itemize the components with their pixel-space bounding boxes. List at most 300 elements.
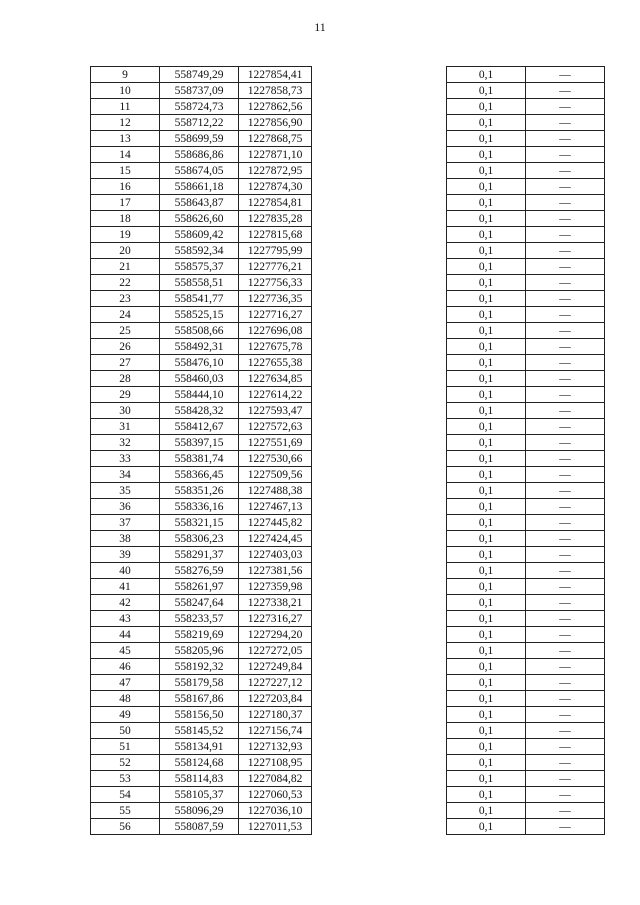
page-number: 11 xyxy=(314,20,326,34)
x-coordinate-cell: 558592,34 xyxy=(160,243,239,259)
table-row xyxy=(91,227,312,243)
table-row xyxy=(447,563,605,579)
y-coordinate-cell: 1227858,73 xyxy=(239,83,312,99)
x-coordinate-cell: 558247,64 xyxy=(160,595,239,611)
accuracy-cell: 0,1 xyxy=(447,771,526,787)
coordinates-table-body xyxy=(91,67,312,835)
accuracy-cell: 0,1 xyxy=(447,99,526,115)
x-coordinate-cell: 558261,97 xyxy=(160,579,239,595)
table-row xyxy=(447,259,605,275)
table-row xyxy=(447,787,605,803)
y-coordinate-cell: 1227180,37 xyxy=(239,707,312,723)
x-coordinate-cell: 558476,10 xyxy=(160,355,239,371)
table-row xyxy=(91,339,312,355)
accuracy-cell: 0,1 xyxy=(447,67,526,83)
accuracy-cell: 0,1 xyxy=(447,131,526,147)
point-number-cell: 11 xyxy=(91,99,160,115)
table-row xyxy=(447,435,605,451)
table-row xyxy=(91,259,312,275)
accuracy-cell: 0,1 xyxy=(447,211,526,227)
point-number-cell: 50 xyxy=(91,723,160,739)
note-cell: — xyxy=(526,675,605,691)
point-number-cell: 33 xyxy=(91,451,160,467)
point-number-cell: 51 xyxy=(91,739,160,755)
table-row xyxy=(91,659,312,675)
point-number-cell: 28 xyxy=(91,371,160,387)
accuracy-cell: 0,1 xyxy=(447,723,526,739)
point-number-cell: 40 xyxy=(91,563,160,579)
point-number-cell: 46 xyxy=(91,659,160,675)
table-row xyxy=(91,723,312,739)
y-coordinate-cell: 1227424,45 xyxy=(239,531,312,547)
accuracy-cell: 0,1 xyxy=(447,675,526,691)
table-row xyxy=(447,531,605,547)
y-coordinate-cell: 1227467,13 xyxy=(239,499,312,515)
y-coordinate-cell: 1227509,56 xyxy=(239,467,312,483)
y-coordinate-cell: 1227403,03 xyxy=(239,547,312,563)
table-row xyxy=(447,675,605,691)
x-coordinate-cell: 558105,37 xyxy=(160,787,239,803)
accuracy-cell: 0,1 xyxy=(447,179,526,195)
y-coordinate-cell: 1227696,08 xyxy=(239,323,312,339)
x-coordinate-cell: 558192,32 xyxy=(160,659,239,675)
accuracy-cell: 0,1 xyxy=(447,403,526,419)
x-coordinate-cell: 558336,16 xyxy=(160,499,239,515)
accuracy-table xyxy=(446,66,605,835)
note-cell: — xyxy=(526,451,605,467)
point-number-cell: 24 xyxy=(91,307,160,323)
point-number-cell: 43 xyxy=(91,611,160,627)
x-coordinate-cell: 558321,15 xyxy=(160,515,239,531)
accuracy-cell: 0,1 xyxy=(447,83,526,99)
accuracy-cell: 0,1 xyxy=(447,227,526,243)
table-row xyxy=(447,659,605,675)
point-number-cell: 48 xyxy=(91,691,160,707)
y-coordinate-cell: 1227862,56 xyxy=(239,99,312,115)
note-cell: — xyxy=(526,83,605,99)
table-row xyxy=(91,691,312,707)
table-row xyxy=(91,83,312,99)
table-row xyxy=(447,83,605,99)
table-row xyxy=(447,387,605,403)
table-row xyxy=(91,739,312,755)
table-row xyxy=(447,179,605,195)
table-row xyxy=(447,467,605,483)
note-cell: — xyxy=(526,131,605,147)
table-row xyxy=(447,371,605,387)
y-coordinate-cell: 1227736,35 xyxy=(239,291,312,307)
accuracy-cell: 0,1 xyxy=(447,435,526,451)
x-coordinate-cell: 558712,22 xyxy=(160,115,239,131)
note-cell: — xyxy=(526,387,605,403)
point-number-cell: 53 xyxy=(91,771,160,787)
table-row xyxy=(447,755,605,771)
table-row xyxy=(91,131,312,147)
point-number-cell: 42 xyxy=(91,595,160,611)
note-cell: — xyxy=(526,291,605,307)
y-coordinate-cell: 1227756,33 xyxy=(239,275,312,291)
table-row xyxy=(447,547,605,563)
table-row xyxy=(91,451,312,467)
y-coordinate-cell: 1227108,95 xyxy=(239,755,312,771)
y-coordinate-cell: 1227227,12 xyxy=(239,675,312,691)
point-number-cell: 12 xyxy=(91,115,160,131)
table-row xyxy=(447,803,605,819)
x-coordinate-cell: 558156,50 xyxy=(160,707,239,723)
x-coordinate-cell: 558134,91 xyxy=(160,739,239,755)
table-row xyxy=(91,627,312,643)
table-row xyxy=(91,371,312,387)
point-number-cell: 55 xyxy=(91,803,160,819)
note-cell: — xyxy=(526,195,605,211)
table-row xyxy=(91,323,312,339)
table-row xyxy=(91,275,312,291)
point-number-cell: 56 xyxy=(91,819,160,835)
y-coordinate-cell: 1227874,30 xyxy=(239,179,312,195)
table-row xyxy=(447,211,605,227)
table-row xyxy=(91,435,312,451)
point-number-cell: 9 xyxy=(91,67,160,83)
point-number-cell: 25 xyxy=(91,323,160,339)
table-row xyxy=(91,67,312,83)
note-cell: — xyxy=(526,323,605,339)
x-coordinate-cell: 558145,52 xyxy=(160,723,239,739)
table-row xyxy=(91,211,312,227)
note-cell: — xyxy=(526,499,605,515)
y-coordinate-cell: 1227593,47 xyxy=(239,403,312,419)
x-coordinate-cell: 558306,23 xyxy=(160,531,239,547)
y-coordinate-cell: 1227359,98 xyxy=(239,579,312,595)
point-number-cell: 36 xyxy=(91,499,160,515)
x-coordinate-cell: 558492,31 xyxy=(160,339,239,355)
table-row xyxy=(91,611,312,627)
table-row xyxy=(447,243,605,259)
point-number-cell: 54 xyxy=(91,787,160,803)
table-row xyxy=(447,643,605,659)
table-row xyxy=(447,819,605,835)
x-coordinate-cell: 558724,73 xyxy=(160,99,239,115)
table-row xyxy=(447,275,605,291)
table-row xyxy=(91,579,312,595)
table-row xyxy=(447,451,605,467)
point-number-cell: 47 xyxy=(91,675,160,691)
note-cell: — xyxy=(526,563,605,579)
accuracy-cell: 0,1 xyxy=(447,627,526,643)
x-coordinate-cell: 558686,86 xyxy=(160,147,239,163)
table-row xyxy=(447,595,605,611)
y-coordinate-cell: 1227856,90 xyxy=(239,115,312,131)
note-cell: — xyxy=(526,355,605,371)
accuracy-cell: 0,1 xyxy=(447,259,526,275)
table-row xyxy=(447,419,605,435)
table-row xyxy=(447,99,605,115)
y-coordinate-cell: 1227060,53 xyxy=(239,787,312,803)
accuracy-cell: 0,1 xyxy=(447,387,526,403)
table-row xyxy=(447,131,605,147)
x-coordinate-cell: 558412,67 xyxy=(160,419,239,435)
table-row xyxy=(447,579,605,595)
y-coordinate-cell: 1227445,82 xyxy=(239,515,312,531)
x-coordinate-cell: 558276,59 xyxy=(160,563,239,579)
point-number-cell: 41 xyxy=(91,579,160,595)
table-row xyxy=(91,531,312,547)
x-coordinate-cell: 558114,83 xyxy=(160,771,239,787)
x-coordinate-cell: 558096,29 xyxy=(160,803,239,819)
y-coordinate-cell: 1227854,41 xyxy=(239,67,312,83)
note-cell: — xyxy=(526,707,605,723)
point-number-cell: 39 xyxy=(91,547,160,563)
table-row xyxy=(447,739,605,755)
point-number-cell: 18 xyxy=(91,211,160,227)
accuracy-cell: 0,1 xyxy=(447,451,526,467)
y-coordinate-cell: 1227868,75 xyxy=(239,131,312,147)
point-number-cell: 44 xyxy=(91,627,160,643)
x-coordinate-cell: 558661,18 xyxy=(160,179,239,195)
x-coordinate-cell: 558541,77 xyxy=(160,291,239,307)
accuracy-cell: 0,1 xyxy=(447,739,526,755)
y-coordinate-cell: 1227316,27 xyxy=(239,611,312,627)
x-coordinate-cell: 558291,37 xyxy=(160,547,239,563)
accuracy-cell: 0,1 xyxy=(447,707,526,723)
note-cell: — xyxy=(526,339,605,355)
table-row xyxy=(91,115,312,131)
x-coordinate-cell: 558609,42 xyxy=(160,227,239,243)
x-coordinate-cell: 558699,59 xyxy=(160,131,239,147)
note-cell: — xyxy=(526,483,605,499)
note-cell: — xyxy=(526,691,605,707)
table-row xyxy=(91,707,312,723)
note-cell: — xyxy=(526,99,605,115)
table-row xyxy=(91,755,312,771)
x-coordinate-cell: 558219,69 xyxy=(160,627,239,643)
table-row xyxy=(91,179,312,195)
point-number-cell: 37 xyxy=(91,515,160,531)
y-coordinate-cell: 1227776,21 xyxy=(239,259,312,275)
note-cell: — xyxy=(526,659,605,675)
point-number-cell: 14 xyxy=(91,147,160,163)
accuracy-cell: 0,1 xyxy=(447,467,526,483)
y-coordinate-cell: 1227675,78 xyxy=(239,339,312,355)
table-row xyxy=(447,291,605,307)
point-number-cell: 23 xyxy=(91,291,160,307)
accuracy-cell: 0,1 xyxy=(447,515,526,531)
table-row xyxy=(447,771,605,787)
table-row xyxy=(91,771,312,787)
table-row xyxy=(447,707,605,723)
note-cell: — xyxy=(526,579,605,595)
y-coordinate-cell: 1227488,38 xyxy=(239,483,312,499)
accuracy-cell: 0,1 xyxy=(447,499,526,515)
accuracy-cell: 0,1 xyxy=(447,659,526,675)
y-coordinate-cell: 1227634,85 xyxy=(239,371,312,387)
accuracy-cell: 0,1 xyxy=(447,291,526,307)
y-coordinate-cell: 1227614,22 xyxy=(239,387,312,403)
table-row xyxy=(91,147,312,163)
accuracy-cell: 0,1 xyxy=(447,115,526,131)
coordinates-table xyxy=(90,66,312,835)
x-coordinate-cell: 558179,58 xyxy=(160,675,239,691)
table-row xyxy=(91,163,312,179)
accuracy-cell: 0,1 xyxy=(447,595,526,611)
point-number-cell: 13 xyxy=(91,131,160,147)
accuracy-cell: 0,1 xyxy=(447,819,526,835)
x-coordinate-cell: 558460,03 xyxy=(160,371,239,387)
table-row xyxy=(91,499,312,515)
note-cell: — xyxy=(526,739,605,755)
x-coordinate-cell: 558351,26 xyxy=(160,483,239,499)
x-coordinate-cell: 558087,59 xyxy=(160,819,239,835)
table-row xyxy=(447,323,605,339)
y-coordinate-cell: 1227815,68 xyxy=(239,227,312,243)
note-cell: — xyxy=(526,403,605,419)
y-coordinate-cell: 1227530,66 xyxy=(239,451,312,467)
table-row xyxy=(447,147,605,163)
accuracy-cell: 0,1 xyxy=(447,563,526,579)
x-coordinate-cell: 558643,87 xyxy=(160,195,239,211)
table-row xyxy=(91,595,312,611)
x-coordinate-cell: 558444,10 xyxy=(160,387,239,403)
table-row xyxy=(91,563,312,579)
point-number-cell: 15 xyxy=(91,163,160,179)
table-row xyxy=(91,291,312,307)
point-number-cell: 21 xyxy=(91,259,160,275)
y-coordinate-cell: 1227338,21 xyxy=(239,595,312,611)
x-coordinate-cell: 558749,29 xyxy=(160,67,239,83)
y-coordinate-cell: 1227551,69 xyxy=(239,435,312,451)
x-coordinate-cell: 558575,37 xyxy=(160,259,239,275)
point-number-cell: 52 xyxy=(91,755,160,771)
point-number-cell: 26 xyxy=(91,339,160,355)
accuracy-cell: 0,1 xyxy=(447,803,526,819)
accuracy-cell: 0,1 xyxy=(447,243,526,259)
accuracy-cell: 0,1 xyxy=(447,547,526,563)
point-number-cell: 16 xyxy=(91,179,160,195)
accuracy-cell: 0,1 xyxy=(447,147,526,163)
table-row xyxy=(447,403,605,419)
table-row xyxy=(91,243,312,259)
x-coordinate-cell: 558737,09 xyxy=(160,83,239,99)
point-number-cell: 32 xyxy=(91,435,160,451)
point-number-cell: 22 xyxy=(91,275,160,291)
y-coordinate-cell: 1227835,28 xyxy=(239,211,312,227)
y-coordinate-cell: 1227381,56 xyxy=(239,563,312,579)
x-coordinate-cell: 558167,86 xyxy=(160,691,239,707)
y-coordinate-cell: 1227249,84 xyxy=(239,659,312,675)
note-cell: — xyxy=(526,467,605,483)
x-coordinate-cell: 558525,15 xyxy=(160,307,239,323)
note-cell: — xyxy=(526,115,605,131)
point-number-cell: 31 xyxy=(91,419,160,435)
x-coordinate-cell: 558205,96 xyxy=(160,643,239,659)
point-number-cell: 20 xyxy=(91,243,160,259)
y-coordinate-cell: 1227795,99 xyxy=(239,243,312,259)
note-cell: — xyxy=(526,803,605,819)
x-coordinate-cell: 558233,57 xyxy=(160,611,239,627)
accuracy-cell: 0,1 xyxy=(447,371,526,387)
table-row xyxy=(447,515,605,531)
point-number-cell: 17 xyxy=(91,195,160,211)
y-coordinate-cell: 1227272,05 xyxy=(239,643,312,659)
y-coordinate-cell: 1227156,74 xyxy=(239,723,312,739)
table-row xyxy=(91,387,312,403)
accuracy-cell: 0,1 xyxy=(447,275,526,291)
table-row xyxy=(447,723,605,739)
table-row xyxy=(91,419,312,435)
x-coordinate-cell: 558428,32 xyxy=(160,403,239,419)
y-coordinate-cell: 1227572,63 xyxy=(239,419,312,435)
note-cell: — xyxy=(526,371,605,387)
table-row xyxy=(447,195,605,211)
note-cell: — xyxy=(526,227,605,243)
table-row xyxy=(91,819,312,835)
y-coordinate-cell: 1227854,81 xyxy=(239,195,312,211)
note-cell: — xyxy=(526,67,605,83)
accuracy-cell: 0,1 xyxy=(447,691,526,707)
note-cell: — xyxy=(526,531,605,547)
accuracy-cell: 0,1 xyxy=(447,355,526,371)
x-coordinate-cell: 558124,68 xyxy=(160,755,239,771)
accuracy-cell: 0,1 xyxy=(447,579,526,595)
table-row xyxy=(447,163,605,179)
table-row xyxy=(447,355,605,371)
table-row xyxy=(91,195,312,211)
table-row xyxy=(91,803,312,819)
note-cell: — xyxy=(526,547,605,563)
y-coordinate-cell: 1227872,95 xyxy=(239,163,312,179)
table-row xyxy=(91,643,312,659)
accuracy-cell: 0,1 xyxy=(447,611,526,627)
table-row xyxy=(91,307,312,323)
table-row xyxy=(91,515,312,531)
accuracy-table-body xyxy=(447,67,605,835)
point-number-cell: 35 xyxy=(91,483,160,499)
point-number-cell: 30 xyxy=(91,403,160,419)
note-cell: — xyxy=(526,787,605,803)
accuracy-cell: 0,1 xyxy=(447,323,526,339)
x-coordinate-cell: 558381,74 xyxy=(160,451,239,467)
note-cell: — xyxy=(526,179,605,195)
note-cell: — xyxy=(526,515,605,531)
table-row xyxy=(447,483,605,499)
table-row xyxy=(447,499,605,515)
note-cell: — xyxy=(526,275,605,291)
table-row xyxy=(91,467,312,483)
table-row xyxy=(91,355,312,371)
table-row xyxy=(91,675,312,691)
table-row xyxy=(91,99,312,115)
table-row xyxy=(447,307,605,323)
note-cell: — xyxy=(526,627,605,643)
note-cell: — xyxy=(526,243,605,259)
note-cell: — xyxy=(526,163,605,179)
accuracy-cell: 0,1 xyxy=(447,787,526,803)
table-row xyxy=(91,787,312,803)
note-cell: — xyxy=(526,259,605,275)
x-coordinate-cell: 558558,51 xyxy=(160,275,239,291)
table-row xyxy=(447,627,605,643)
note-cell: — xyxy=(526,435,605,451)
x-coordinate-cell: 558674,05 xyxy=(160,163,239,179)
accuracy-cell: 0,1 xyxy=(447,643,526,659)
accuracy-cell: 0,1 xyxy=(447,531,526,547)
table-row xyxy=(91,403,312,419)
note-cell: — xyxy=(526,611,605,627)
note-cell: — xyxy=(526,211,605,227)
note-cell: — xyxy=(526,595,605,611)
note-cell: — xyxy=(526,755,605,771)
table-row xyxy=(447,339,605,355)
point-number-cell: 38 xyxy=(91,531,160,547)
